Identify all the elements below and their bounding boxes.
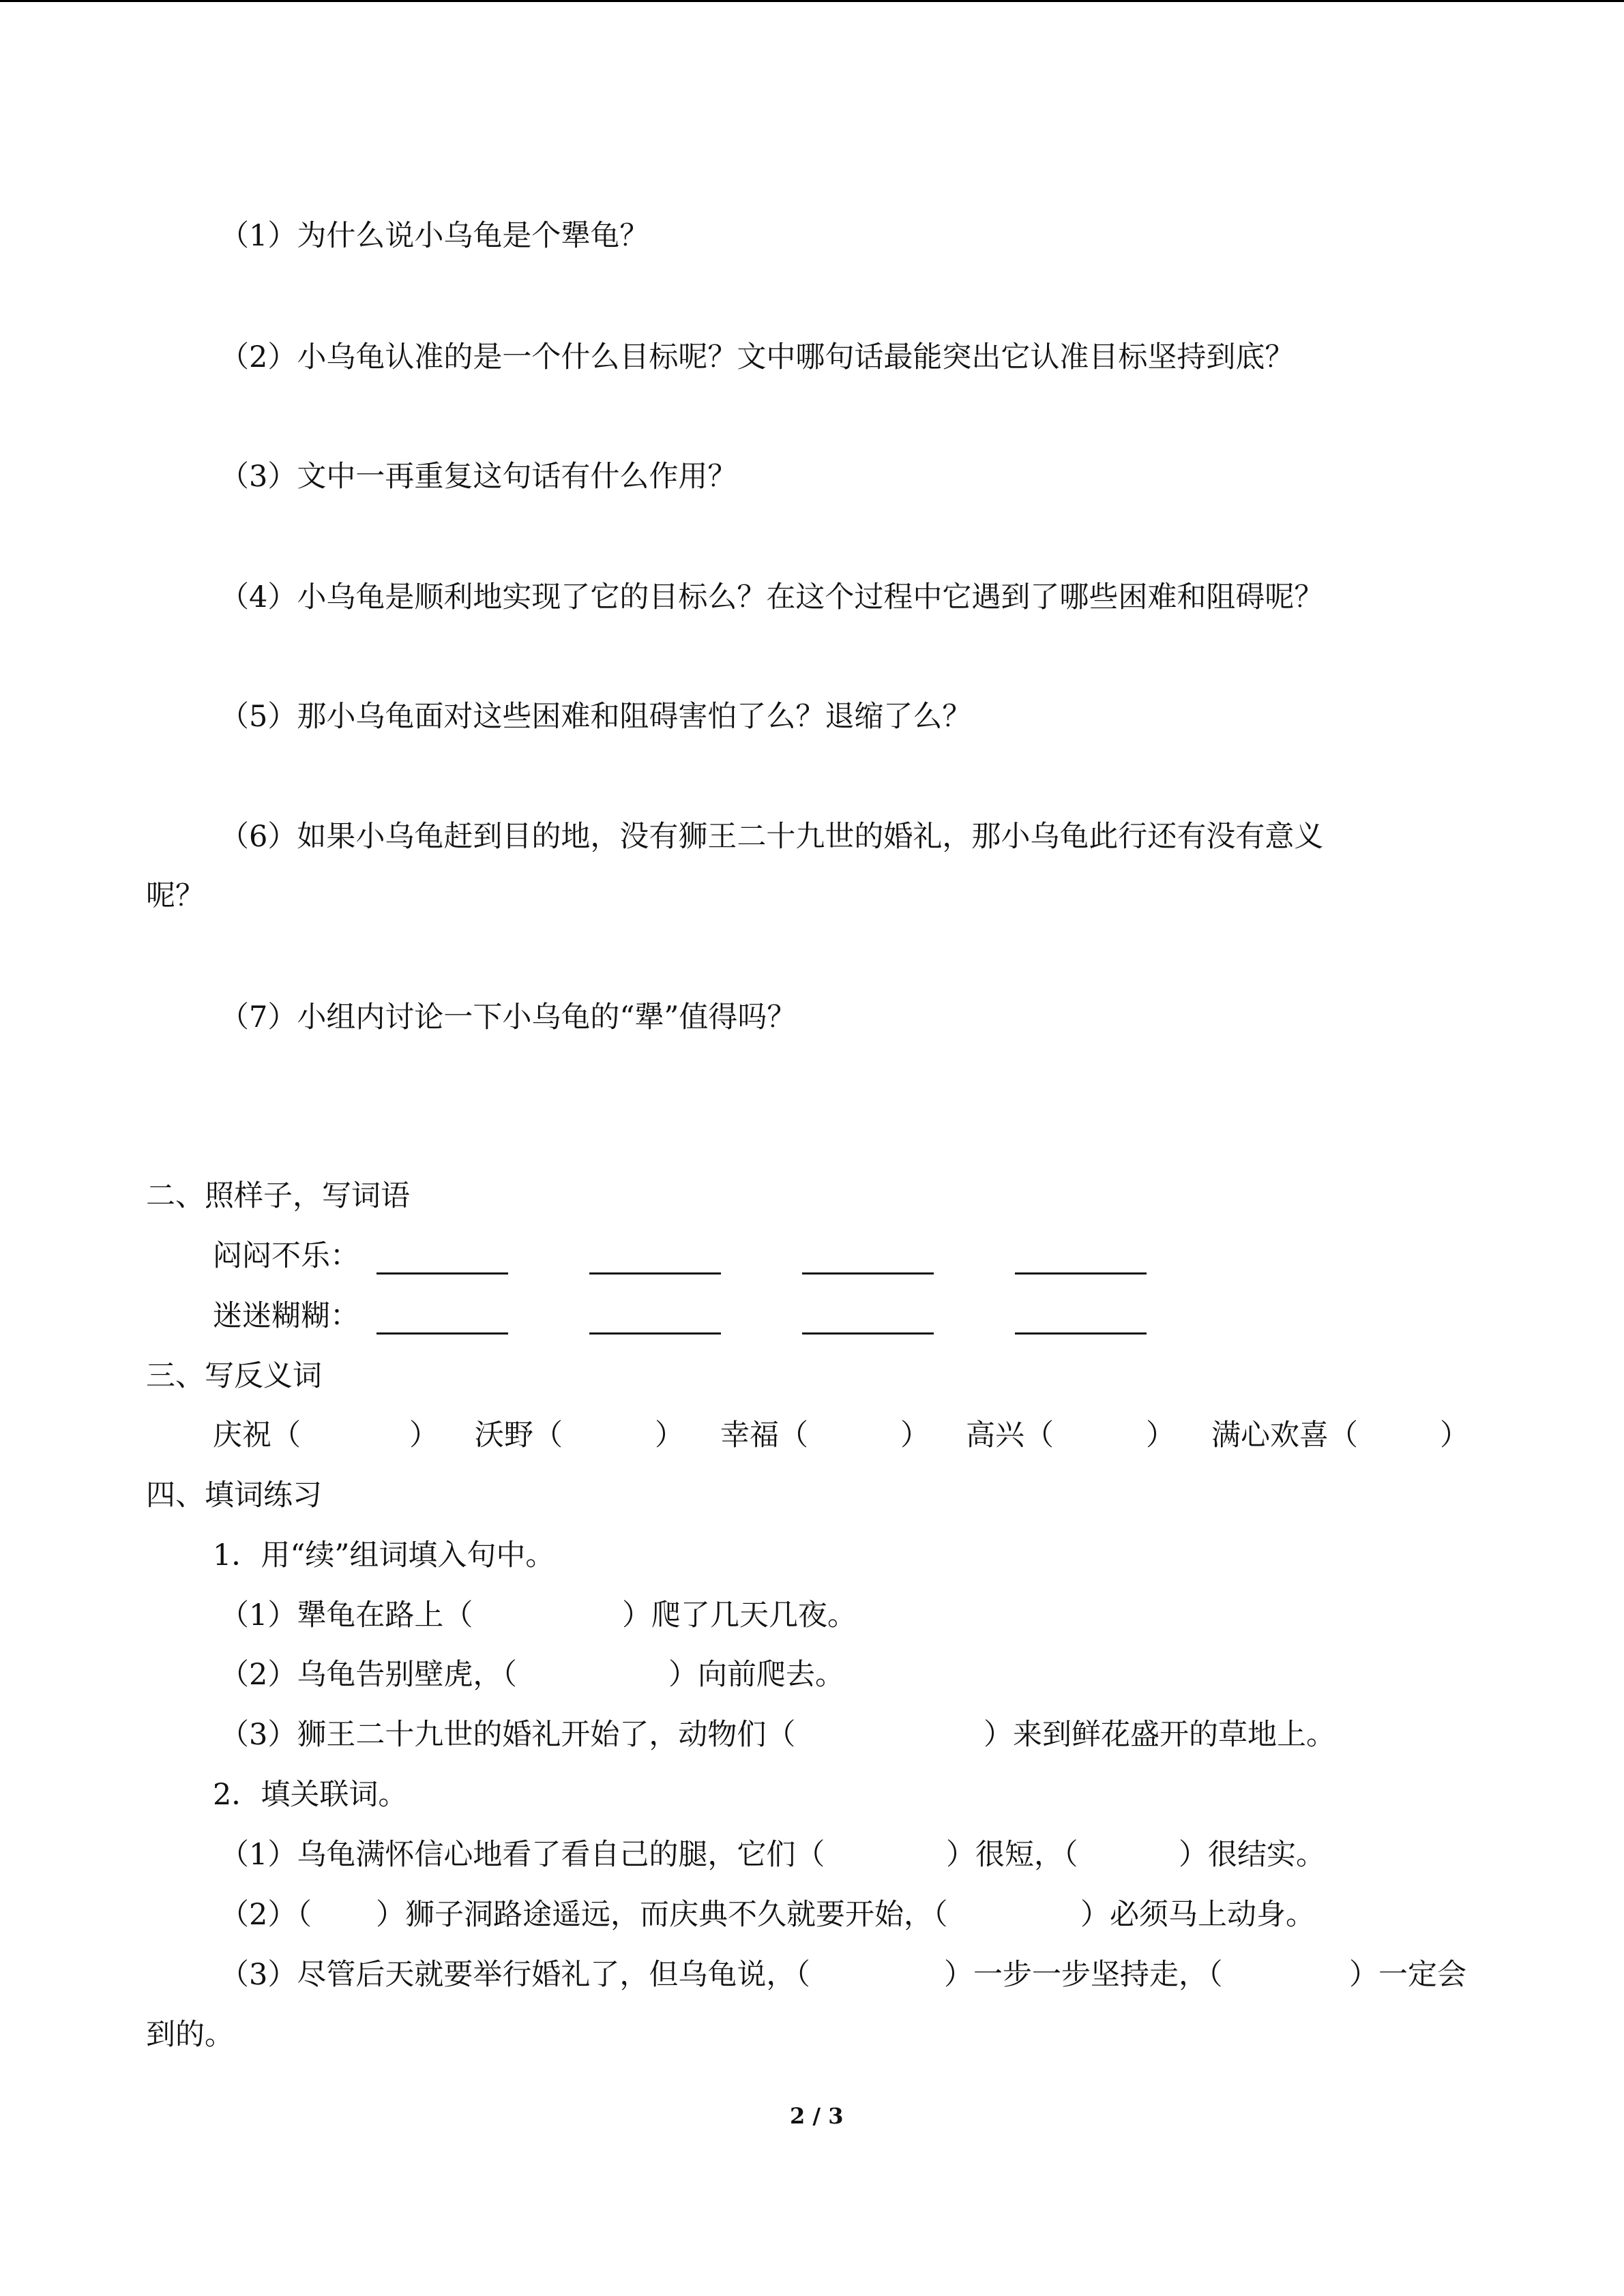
answer-blank[interactable] (1015, 1272, 1147, 1274)
fill-sentence: ）爬了几天几夜。 (622, 1598, 857, 1632)
fill-sentence: （2）（ (220, 1898, 312, 1932)
antonym-bracket[interactable]: ） (409, 1418, 439, 1452)
fill-sentence: （1）乌龟满怀信心地看了看自己的腿，它们（ (220, 1838, 825, 1872)
fill-sentence: （3）尽管后天就要举行婚礼了，但乌龟说，（ (220, 1958, 810, 1992)
antonym-word: 满心欢喜（ (1211, 1418, 1358, 1452)
antonym-bracket[interactable]: ） (900, 1418, 930, 1452)
top-border (0, 0, 1624, 2)
antonym-bracket[interactable]: ） (1146, 1418, 1175, 1452)
section-3-title: 三、写反义词 (146, 1359, 322, 1393)
answer-blank[interactable] (377, 1332, 508, 1335)
answer-blank[interactable] (589, 1272, 721, 1274)
answer-blank[interactable] (589, 1332, 721, 1335)
antonym-bracket[interactable]: ） (1440, 1418, 1469, 1452)
question-2: （2）小乌龟认准的是一个什么目标呢？文中哪句话最能突出它认准目标坚持到底？ (220, 340, 1295, 374)
fill-sentence: ）一定会 (1349, 1958, 1466, 1992)
question-1: （1）为什么说小乌龟是个犟龟？ (220, 219, 649, 253)
antonym-word: 沃野（ (475, 1418, 563, 1452)
example-word-1: 闷闷不乐： (213, 1239, 359, 1273)
question-6-continued: 呢？ (146, 879, 205, 913)
antonym-word: 庆祝（ (213, 1418, 301, 1452)
exercise-1-heading: 1．用“续”组词填入句中。 (213, 1538, 555, 1572)
answer-blank[interactable] (1015, 1332, 1147, 1335)
question-3: （3）文中一再重复这句话有什么作用？ (220, 460, 737, 494)
answer-blank[interactable] (802, 1332, 934, 1335)
fill-sentence-continued: 到的。 (146, 2018, 234, 2052)
section-2-title: 二、照样子，写词语 (146, 1179, 410, 1213)
fill-sentence: ）来到鲜花盛开的草地上。 (984, 1718, 1335, 1752)
exercise-2-heading: 2．填关联词。 (213, 1778, 408, 1812)
fill-sentence: ）狮子洞路途遥远，而庆典不久就要开始，（ (376, 1898, 948, 1932)
answer-blank[interactable] (377, 1272, 508, 1274)
question-5: （5）那小乌龟面对这些困难和阻碍害怕了么？退缩了么？ (220, 700, 972, 734)
antonym-word: 高兴（ (966, 1418, 1054, 1452)
example-word-2: 迷迷糊糊： (213, 1299, 359, 1333)
fill-sentence: （1）犟龟在路上（ (220, 1598, 473, 1632)
fill-sentence: ）向前爬去。 (668, 1658, 844, 1692)
fill-sentence: ）很短，（ (946, 1838, 1078, 1872)
question-4: （4）小乌龟是顺利地实现了它的目标么？在这个过程中它遇到了哪些困难和阻碍呢？ (220, 580, 1324, 614)
question-6: （6）如果小乌龟赶到目的地，没有狮王二十九世的婚礼，那小乌龟此行还有没有意义 (220, 820, 1324, 854)
fill-sentence: ）必须马上动身。 (1080, 1898, 1315, 1932)
answer-blank[interactable] (802, 1272, 934, 1274)
fill-sentence: ）很结实。 (1179, 1838, 1325, 1872)
fill-sentence: （2）乌龟告别壁虎，（ (220, 1658, 517, 1692)
page-number: 2 / 3 (790, 2103, 844, 2129)
antonym-bracket[interactable]: ） (655, 1418, 684, 1452)
fill-sentence: （3）狮王二十九世的婚礼开始了，动物们（ (220, 1718, 796, 1752)
section-4-title: 四、填词练习 (146, 1478, 322, 1512)
fill-sentence: ）一步一步坚持走，（ (944, 1958, 1223, 1992)
question-7: （7）小组内讨论一下小乌龟的“犟”值得吗？ (220, 1000, 797, 1034)
antonym-word: 幸福（ (720, 1418, 808, 1452)
